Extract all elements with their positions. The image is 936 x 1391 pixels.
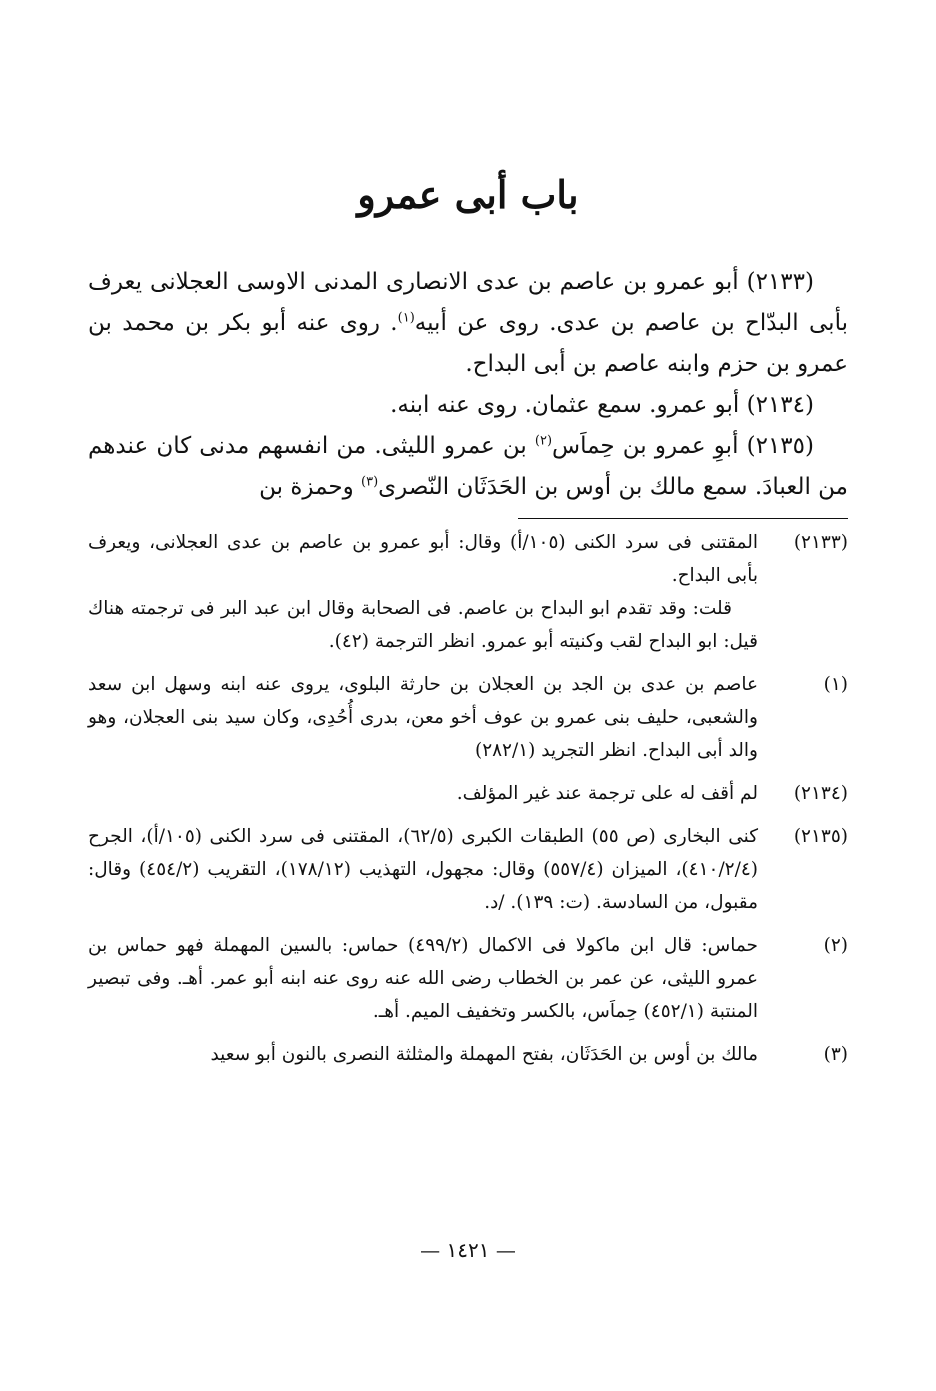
entry-text: (٢١٣٣) أبو عمرو بن عاصم بن عدى الانصارى المدنى الاوسى العجلانى يعرف بأبى البدّاح بن عاصم بن عدى. روى عن أبيه [88,269,848,336]
footnotes [88,526,848,1081]
footnote-number: (٢١٣٣) [793,532,848,553]
chapter-title: باب أبى عمرو [357,172,579,217]
footnote-body [88,820,758,919]
entry-text: (٢١٣٥) أبوِ عمرو بن حِماَس [552,433,814,459]
document-page [88,0,848,1391]
footnote-body [88,777,758,810]
footnote [88,526,848,658]
entry-2135 [88,426,848,508]
footnote-text: حماس: قال ابن ماكولا فى الاكمال (٤٩٩/٢) حماس: بالسين المهملة فهو حماس بن عمرو الليثى، عن عمر بن الخطاب رضى الله عنه روى عنه ابنه أبو عمر. أهـ. وفى تبصير المنتبة (٤٥٢/١) حِماَس، بالكسر وتخفيف الميم. أهـ. [88,935,758,1022]
entry-text: . روى عنه أبو بكر بن محمد بن عمرو بن حزم وابنه عاصم بن أبى البداح. [88,310,848,377]
footnote-text: كنى البخارى (ص ٥٥) الطبقات الكبرى (٦٢/٥)، المقتنى فى سرد الكنى (١٠٥/أ)، الجرح (٤١٠/٢/٤)، الميزان (٥٥٧/٤) وقال: مجهول، التهذيب (١٧٨/١٢)، التقريب (٤٥٤/٢) وقال: مقبول، من السادسة. (ت: ١٣٩). /د. [88,826,759,913]
footnote-ref: (٣) [361,474,379,490]
entry-text: بن عمرو الليثى. من انفسهم مدنى كان عندهم من العبادَ. سمع مالك بن أوس بن الحَدَثَان النّصرى [88,433,848,500]
main-text [88,262,848,508]
footnote-body [88,1038,758,1071]
footnote-text: قلت: وقد تقدم ابو البداح بن عاصم. فى الصحابة وقال ابن عبد البر فى ترجمته هناك قيل: ابو البداح لقب وكنيته أبو عمرو. انظر الترجمة (٤٢). [88,598,758,652]
footnote-number: (٢١٣٥) [793,826,848,847]
footnote [88,1038,848,1071]
footnote-body [88,526,758,658]
footnote-number: (٢) [823,935,848,956]
entry-2133 [88,262,848,385]
page-number: — ١٤٢١ — [420,1238,516,1262]
footnote-body [88,668,758,767]
footnote-number: (٢١٣٤) [793,783,848,804]
footnote-ref: (٢) [534,433,553,449]
entry-2134 [88,385,848,426]
footnote-number: (١) [823,674,848,695]
footnote [88,668,848,767]
footnote-text: المقتنى فى سرد الكنى (١٠٥/أ) وقال: أبو عمرو بن عاصم بن عدى العجلانى، ويعرف بأبى البداح. [88,532,758,586]
footnote [88,820,848,919]
footnote-separator [518,518,848,519]
footnote [88,777,848,810]
entry-text: (٢١٣٤) أبو عمرو. سمع عثمان. روى عنه ابنه. [390,392,814,418]
footnote-ref: (١) [397,310,415,326]
entry-text: وحمزة بن [259,474,362,500]
footnote-text: عاصم بن عدى بن الجد بن العجلان بن حارثة البلوى، يروى عنه ابنه وسهل ابن سعد والشعبى، حليف بنى عمرو بن عوف أخو معن، بدرى أُحُدِى، وكان سيد بنى العجلان، وهو والد أبى البداح. انظر التجريد (٢٨٢/١) [88,674,758,761]
footnote [88,929,848,1028]
footnote-body [88,929,758,1028]
footnote-number: (٣) [823,1044,848,1065]
footnote-text: مالك بن أوس بن الحَدَثَان، بفتح المهملة والمثلثة النصرى بالنون أبو سعيد [210,1044,758,1065]
footnote-text: لم أقف له على ترجمة عند غير المؤلف. [456,783,758,804]
